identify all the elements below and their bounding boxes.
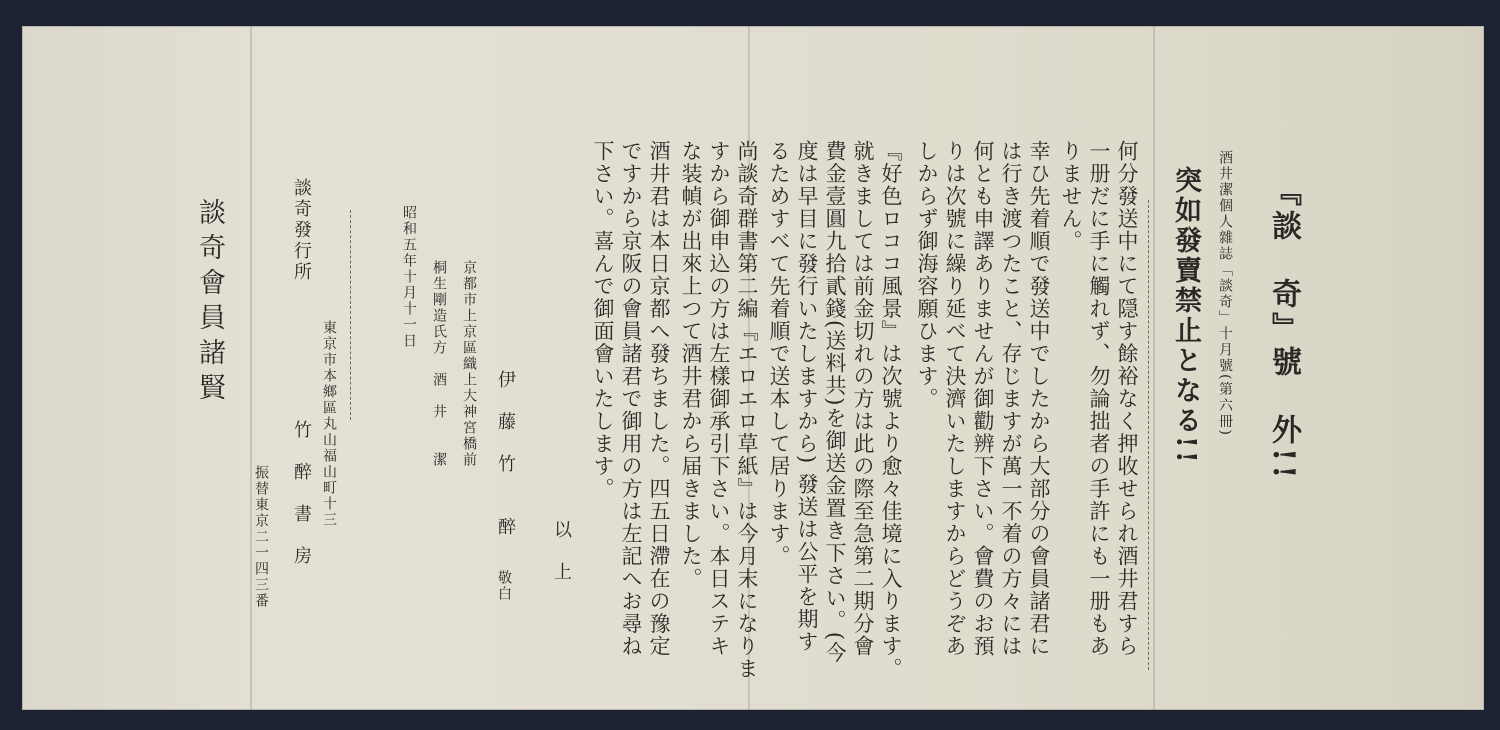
body-line: 費金壹圓九拾貳錢(送料共)を御送金置き下さい。(今 <box>823 140 847 665</box>
issue-date: 昭和五年十月十一日 <box>401 205 417 349</box>
body-line: な装幀が出來上つて酒井君から届きました。 <box>679 140 703 590</box>
body-line: 尚談奇群書第二編『エロエロ草紙』は今月末になりま <box>735 140 759 680</box>
divider-line <box>1148 200 1149 670</box>
body-line: ですから京阪の會員諸君で御用の方は左記へお尋ね <box>619 140 643 658</box>
body-line: すから御申込の方は左樣御承引下さい。本日ステキ <box>707 140 731 658</box>
body-line: 就きましては前金切れの方は此の際至急第二期分會 <box>851 140 875 658</box>
body-line: 何分發送中にて隠す餘裕なく押收せられ酒井君すら <box>1115 140 1139 658</box>
fold-line <box>1153 26 1155 710</box>
signature-respect: 敬白 <box>496 570 512 602</box>
notice-title: 『談 奇』號 外!! <box>1266 176 1301 483</box>
body-line: 酒井君は本日京都へ發ちました。四五日滯在の豫定 <box>647 140 671 658</box>
body-line: りません。 <box>1059 140 1083 253</box>
body-line: 『好色ロココ風景』は次號より愈々佳境に入ります。 <box>879 140 903 680</box>
body-line: しからず御海容願ひます。 <box>915 140 939 410</box>
body-line: 何とも申譯ありませんが御勸辨下さい。會費のお預 <box>971 140 995 658</box>
magazine-subtitle: 酒井潔個人雜誌「談奇」十月號(第六冊) <box>1217 150 1233 437</box>
publisher-transfer: 振替東京二一四三番 <box>253 465 269 609</box>
headline: 突如發賣禁止となる!! <box>1170 166 1201 466</box>
addressee: 談奇會員諸賢 <box>194 198 225 408</box>
body-line: 度は早目に發行いたしますから) 發送は公平を期す <box>795 140 819 653</box>
publisher-label: 談奇發行所 <box>291 178 312 283</box>
body-line: 一册だに手に觸れず、勿論拙者の手許にも一册もあ <box>1087 140 1111 658</box>
fold-line <box>250 26 252 710</box>
divider-line <box>350 210 351 420</box>
body-line: るためすべて先着順で送本して居ります。 <box>767 140 791 568</box>
publisher-name: 竹 醉 書 房 <box>291 420 312 567</box>
publisher-address: 東京市本鄉區丸山福山町十三 <box>321 320 337 528</box>
signature-name: 伊 藤 竹 醉 <box>495 370 516 538</box>
body-line: 幸ひ先着順で發送中でしたから大部分の會員諸君に <box>1027 140 1051 658</box>
kyoto-care-of: 桐生剛造氏方 酒 井 潔 <box>431 260 447 468</box>
closing-text: 以 上 <box>551 520 572 583</box>
kyoto-address: 京都市上京區織上大神宮橋前 <box>461 260 477 468</box>
body-line: は行き渡つたこと、存じますが萬一不着の方々には <box>999 140 1023 658</box>
body-line: りは次號に繰り延べて決濟いたしますからどうぞあ <box>943 140 967 658</box>
body-line: 下さい。喜んで御面會いたします。 <box>591 140 615 500</box>
